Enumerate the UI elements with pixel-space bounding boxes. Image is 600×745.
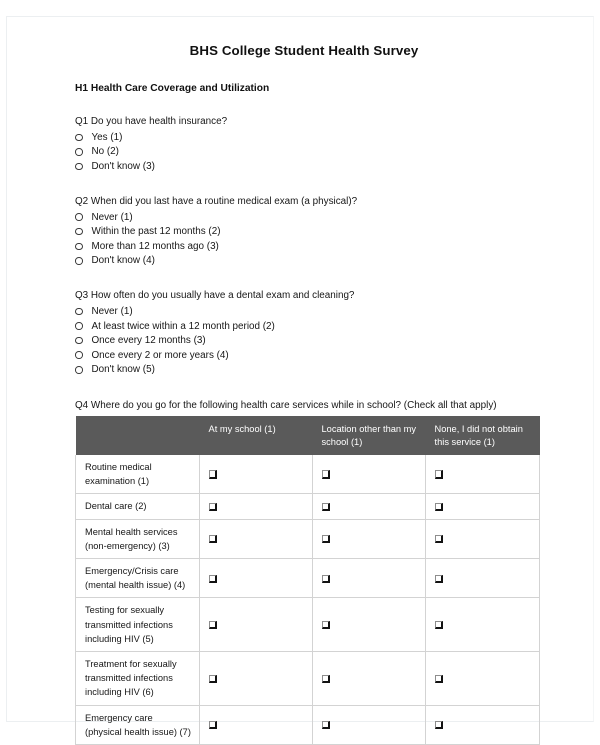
health-services-matrix-table (75, 416, 540, 745)
matrix-row-label: Mental health services (non-emergency) (3) (76, 519, 200, 558)
radio-option-label: At least twice within a 12 month period (2) (91, 320, 275, 332)
matrix-column-header: Location other than my school (1) (313, 416, 426, 455)
question-text: Q2 When did you last have a routine medical exam (a physical)? (75, 195, 358, 207)
matrix-row-label: Treatment for sexually transmitted infections including HIV (6) (76, 651, 200, 705)
checkbox-icon[interactable] (322, 470, 330, 478)
matrix-checkbox-cell[interactable] (200, 705, 313, 744)
table-row (76, 651, 540, 705)
table-row (76, 558, 540, 597)
radio-option[interactable] (75, 333, 539, 348)
radio-button-icon[interactable] (75, 366, 83, 374)
matrix-checkbox-cell[interactable] (200, 558, 313, 597)
matrix-checkbox-cell[interactable] (313, 494, 426, 519)
radio-option[interactable] (75, 239, 539, 254)
radio-button-icon[interactable] (75, 148, 83, 156)
matrix-row-label: Routine medical examination (1) (76, 455, 200, 494)
matrix-row-label: Testing for sexually transmitted infections including HIV (5) (76, 598, 200, 652)
matrix-checkbox-cell[interactable] (200, 651, 313, 705)
radio-option[interactable] (75, 210, 539, 225)
checkbox-icon[interactable] (209, 575, 217, 583)
checkbox-icon[interactable] (209, 621, 217, 629)
matrix-checkbox-cell[interactable] (200, 519, 313, 558)
radio-option[interactable] (75, 304, 539, 319)
radio-button-icon[interactable] (75, 257, 83, 265)
table-row (76, 598, 540, 652)
checkbox-icon[interactable] (322, 675, 330, 683)
radio-button-icon[interactable] (75, 213, 83, 221)
checkbox-icon[interactable] (435, 721, 443, 729)
question-text: Q3 How often do you usually have a dental exam and cleaning? (75, 290, 355, 302)
radio-option[interactable] (75, 224, 539, 239)
radio-option[interactable] (75, 130, 539, 145)
checkbox-icon[interactable] (209, 675, 217, 683)
matrix-checkbox-cell[interactable] (426, 558, 540, 597)
radio-option-label: Never (1) (91, 211, 133, 223)
checkbox-icon[interactable] (209, 721, 217, 729)
radio-button-icon[interactable] (75, 228, 83, 236)
checkbox-icon[interactable] (322, 535, 330, 543)
matrix-header-blank-cell (76, 416, 200, 455)
matrix-header-row (76, 416, 540, 455)
checkbox-icon[interactable] (435, 535, 443, 543)
radio-option-label: Don't know (5) (91, 364, 155, 376)
radio-option-label: No (2) (91, 146, 119, 158)
question-block (69, 174, 539, 268)
radio-button-icon[interactable] (75, 308, 83, 316)
matrix-checkbox-cell[interactable] (313, 558, 426, 597)
matrix-checkbox-cell[interactable] (426, 651, 540, 705)
section-heading: H1 Health Care Coverage and Utilization (75, 83, 270, 94)
checkbox-icon[interactable] (322, 503, 330, 511)
matrix-checkbox-cell[interactable] (426, 519, 540, 558)
checkbox-icon[interactable] (435, 675, 443, 683)
checkbox-icon[interactable] (435, 621, 443, 629)
table-row (76, 519, 540, 558)
radio-button-icon[interactable] (75, 351, 83, 359)
table-row (76, 455, 540, 494)
radio-option[interactable] (75, 254, 539, 269)
checkbox-icon[interactable] (435, 503, 443, 511)
radio-button-icon[interactable] (75, 134, 83, 142)
checkbox-icon[interactable] (435, 470, 443, 478)
checkbox-icon[interactable] (322, 621, 330, 629)
radio-option-label: More than 12 months ago (3) (91, 240, 219, 252)
table-row (76, 494, 540, 519)
matrix-row-label: Dental care (2) (76, 494, 200, 519)
matrix-row-label: Emergency care (physical health issue) (7) (76, 705, 200, 744)
matrix-question-text: Q4 Where do you go for the following health care services while in school? (Check all that apply) (75, 400, 497, 412)
radio-button-icon[interactable] (75, 337, 83, 345)
radio-button-icon[interactable] (75, 322, 83, 330)
matrix-row-label: Emergency/Crisis care (mental health issue) (4) (76, 558, 200, 597)
radio-option[interactable] (75, 145, 539, 160)
radio-option-label: Don't know (4) (91, 255, 155, 267)
matrix-checkbox-cell[interactable] (200, 494, 313, 519)
matrix-checkbox-cell[interactable] (313, 705, 426, 744)
matrix-checkbox-cell[interactable] (313, 598, 426, 652)
radio-option-label: Don't know (3) (91, 160, 155, 172)
matrix-column-header: At my school (1) (200, 416, 313, 455)
radio-button-icon[interactable] (75, 243, 83, 251)
question-text: Q1 Do you have health insurance? (75, 116, 228, 127)
document-page (6, 16, 594, 737)
radio-option[interactable] (75, 159, 539, 174)
radio-option[interactable] (75, 348, 539, 363)
matrix-checkbox-cell[interactable] (426, 455, 540, 494)
radio-option[interactable] (75, 319, 539, 334)
radio-option-label: Yes (1) (91, 131, 123, 143)
table-row (76, 705, 540, 744)
checkbox-icon[interactable] (209, 470, 217, 478)
checkbox-icon[interactable] (322, 721, 330, 729)
matrix-checkbox-cell[interactable] (313, 519, 426, 558)
radio-option-label: Within the past 12 months (2) (91, 226, 221, 238)
page-title: BHS College Student Health Survey (189, 43, 419, 58)
matrix-checkbox-cell[interactable] (200, 455, 313, 494)
radio-option[interactable] (75, 363, 539, 378)
matrix-checkbox-cell[interactable] (426, 598, 540, 652)
checkbox-icon[interactable] (209, 503, 217, 511)
radio-button-icon[interactable] (75, 163, 83, 171)
checkbox-icon[interactable] (435, 575, 443, 583)
question-block (69, 94, 539, 174)
questions-list (69, 94, 539, 377)
matrix-column-header: None, I did not obtain this service (1) (426, 416, 540, 455)
radio-option-label: Never (1) (91, 305, 133, 317)
matrix-question-q4 (69, 377, 539, 745)
radio-option-label: Once every 2 or more years (4) (91, 349, 229, 361)
matrix-checkbox-cell[interactable] (313, 651, 426, 705)
document-content (69, 31, 539, 745)
matrix-checkbox-cell[interactable] (426, 494, 540, 519)
matrix-checkbox-cell[interactable] (200, 598, 313, 652)
question-block (69, 268, 539, 377)
matrix-checkbox-cell[interactable] (313, 455, 426, 494)
radio-option-label: Once every 12 months (3) (91, 335, 206, 347)
checkbox-icon[interactable] (209, 535, 217, 543)
checkbox-icon[interactable] (322, 575, 330, 583)
matrix-checkbox-cell[interactable] (426, 705, 540, 744)
